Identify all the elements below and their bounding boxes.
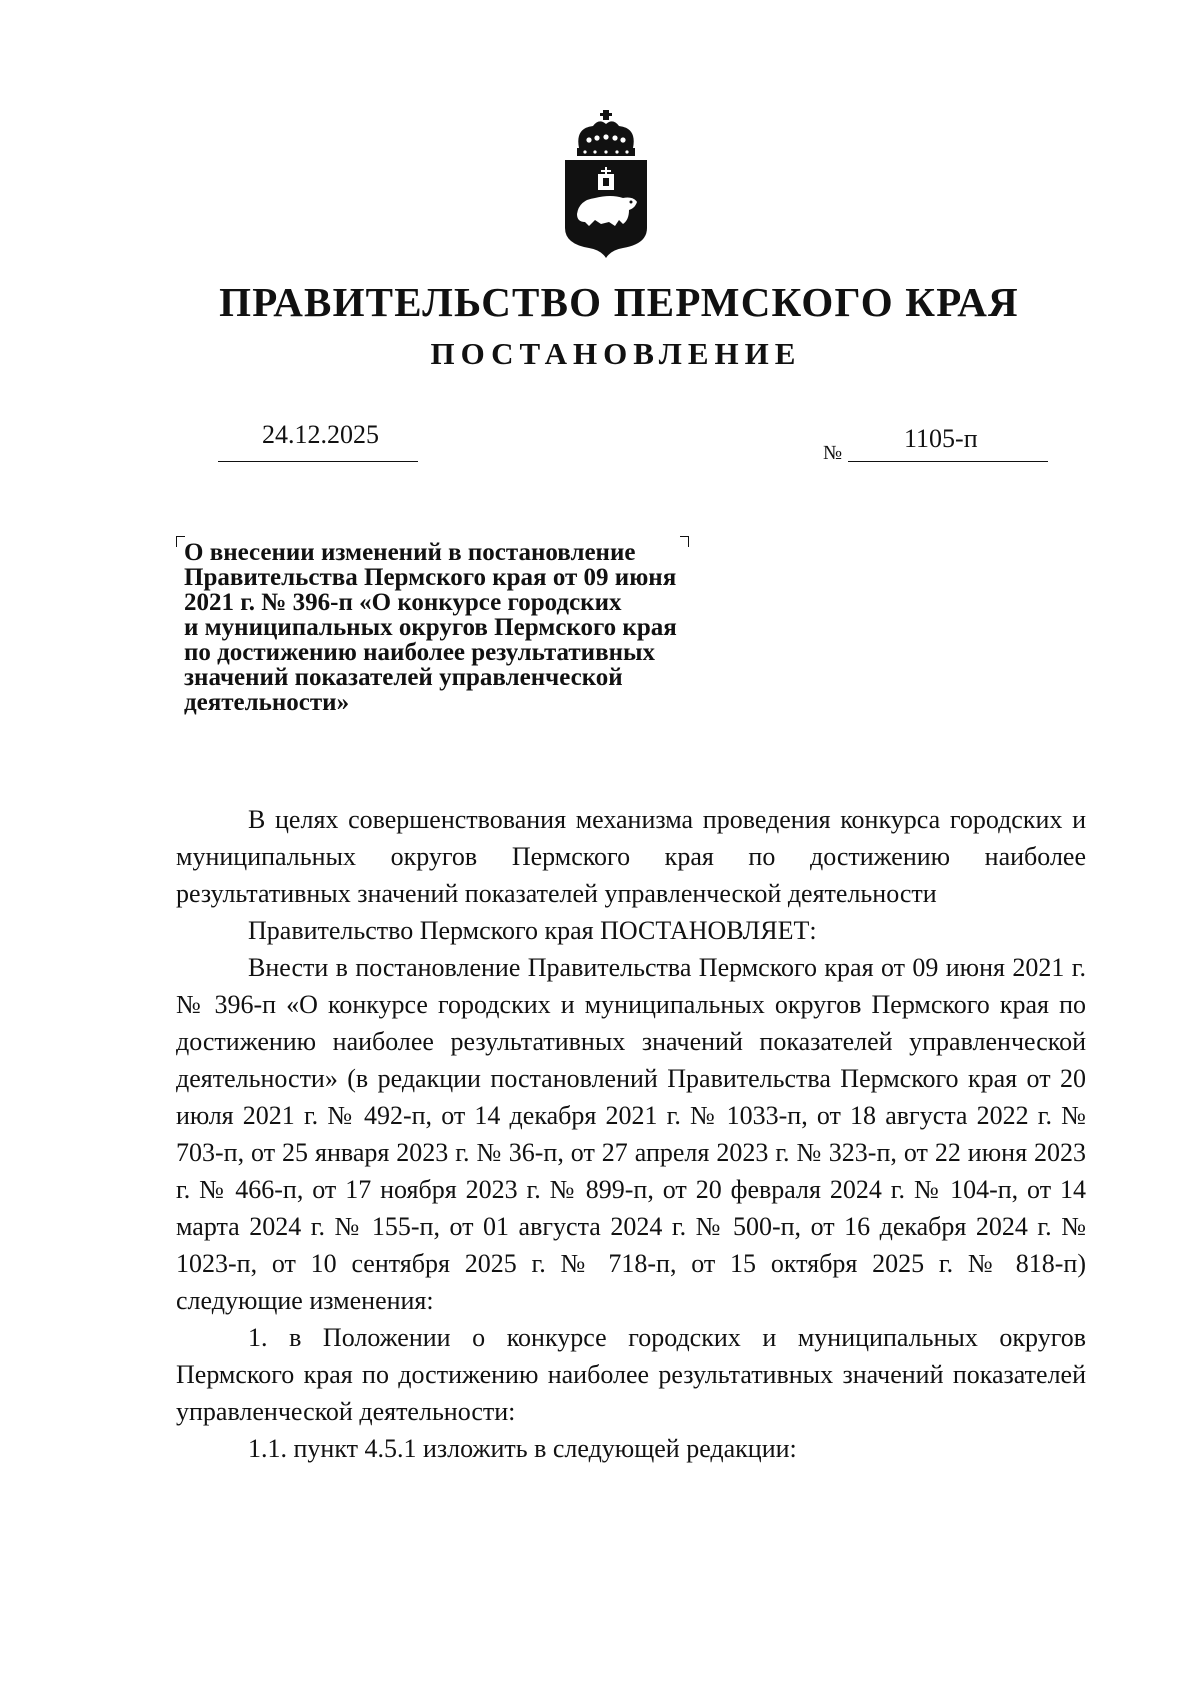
date-underline	[218, 461, 418, 462]
subject-line: и муниципальных округов Пермского края	[184, 614, 677, 641]
subject-line: деятельности»	[184, 689, 350, 716]
resolution-statement: Правительство Пермского края ПОСТАНОВЛЯЕТ:	[248, 916, 817, 945]
subject-line: по достижению наиболее результативных	[184, 639, 655, 666]
document-number: 1105-п	[904, 424, 978, 453]
document-type: ПОСТАНОВЛЕНИЕ	[430, 336, 802, 371]
number-sign: №	[823, 442, 843, 464]
coat-of-arms-icon	[563, 110, 649, 260]
item-1-1-paragraph: 1.1. пункт 4.5.1 изложить в следующей редакции:	[248, 1434, 797, 1463]
document-subject	[184, 540, 724, 715]
amendment-paragraph: Внести в постановление Правительства Пермского края от 09 июня 2021 г. № 396-п «О конкурсе городских и муниципальных округов Пермского края по достижению наиболее результативных значений показателей управленческой деятельности» (в редакции постановлений Правительства Пермского края от 20 июля 2021 г. № 492-п, от 14 декабря 2021 г. № 1033-п, от 18 августа 2022 г. № 703-п, от 25 января 2023 г. № 36-п, от 27 апреля 2023 г. № 323-п, от 22 июня 2023 г. № 466-п, от 17 ноября 2023 г. № 899-п, от 20 февраля 2024 г. № 104-п, от 14 марта 2024 г. № 155-п, от 01 августа 2024 г. № 500-п, от 16 декабря 2024 г. № 1023-п, от 10 сентября 2025 г. № 718-п, от 15 октября 2025 г. № 818-п) следующие изменения:	[176, 953, 1086, 1315]
subject-line: значений показателей управленческой	[184, 664, 623, 691]
document-body	[176, 801, 1086, 1467]
item-1-paragraph: 1. в Положении о конкурсе городских и муниципальных округов Пермского края по достижению наиболее результативных значений показателей управленческой деятельности:	[176, 1323, 1086, 1426]
number-underline	[848, 461, 1048, 462]
organization-title: ПРАВИТЕЛЬСТВО ПЕРМСКОГО КРАЯ	[219, 279, 1019, 325]
document-date: 24.12.2025	[262, 420, 379, 449]
subject-line: 2021 г. № 396-п «О конкурсе городских	[184, 589, 622, 616]
subject-line: О внесении изменений в постановление	[184, 539, 636, 566]
preamble-paragraph: В целях совершенствования механизма проведения конкурса городских и муниципальных округов Пермского края по достижению наиболее результативных значений показателей управленческой деятельности	[176, 805, 1086, 908]
subject-line: Правительства Пермского края от 09 июня	[184, 564, 677, 591]
